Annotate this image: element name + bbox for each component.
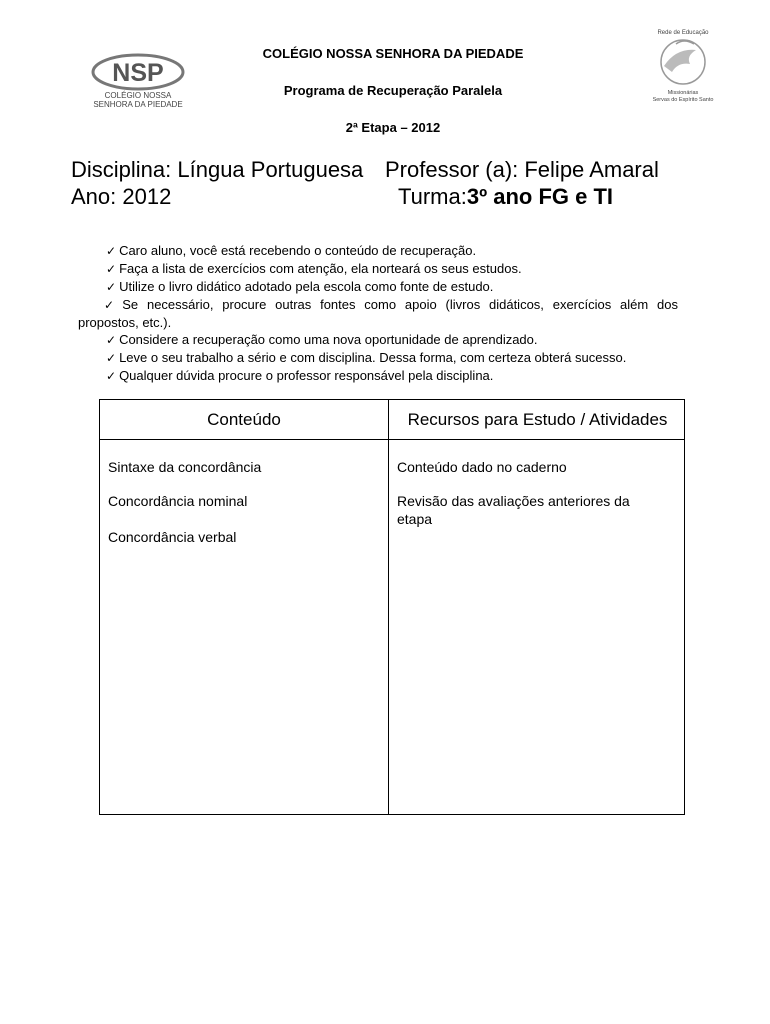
disciplina-field: Disciplina: Língua Portuguesa [71,157,364,182]
stage-title: 2ª Etapa – 2012 [345,120,441,135]
logo-mark: NSP [112,59,164,87]
table-cell: Revisão das avaliações anteriores da etapa [397,493,630,527]
network-logo-line1: Missionárias [667,90,699,96]
checkmark-icon: ✓ [106,262,117,276]
content-table [99,399,685,815]
checkmark-icon: ✓ [106,369,117,383]
list-item: ✓ Considere a recuperação como uma nova oportunidade de aprendizado. [106,332,538,347]
table-divider [388,400,389,814]
checkmark-icon: ✓ [106,244,117,258]
network-logo-top: Rede de Educação [657,30,709,36]
table-cell: Sintaxe da concordância [108,459,262,475]
professor-field: Professor (a): Felipe Amaral [385,157,659,182]
table-cell: Conteúdo dado no caderno [397,459,567,475]
turma-field [398,184,613,210]
column-header-recursos: Recursos para Estudo / Atividades [407,410,668,429]
checkmark-icon: ✓ [106,351,117,365]
list-item: ✓ Qualquer dúvida procure o professor responsável pela disciplina. [106,368,494,383]
table-cell: Concordância verbal [108,529,237,545]
list-item: ✓ Leve o seu trabalho a sério e com disciplina. Dessa forma, com certeza obterá sucesso. [106,350,627,365]
list-item: ✓ Faça a lista de exercícios com atenção, ela norteará os seus estudos. [106,261,522,276]
table-divider [100,439,684,440]
school-name: COLÉGIO NOSSA SENHORA DA PIEDADE [262,46,524,61]
column-header-conteudo: Conteúdo [207,410,281,429]
network-logo-line2: Servas do Espírito Santo [652,97,714,103]
program-title: Programa de Recuperação Paralela [283,83,503,98]
logo-line2: SENHORA DA PIEDADE [93,100,183,109]
turma-label: Turma: [398,184,467,209]
checkmark-icon: ✓ [106,333,117,347]
list-item: ✓ Caro aluno, você está recebendo o conteúdo de recuperação. [106,243,477,258]
list-item: ✓ Utilize o livro didático adotado pela escola como fonte de estudo. [106,279,494,294]
table-cell: Concordância nominal [108,493,248,509]
checkmark-icon: ✓ [104,298,120,312]
checkmark-icon: ✓ [106,280,117,294]
ano-field: Ano: 2012 [71,184,172,209]
turma-value: 3º ano FG e TI [466,184,614,209]
list-item: ✓ Se necessário, procure outras fontes como apoio (livros didáticos, exercícios além dos propostos, etc.). [78,297,678,330]
logo-line1: COLÉGIO NOSSA [104,91,172,100]
instructions-list [80,242,678,385]
